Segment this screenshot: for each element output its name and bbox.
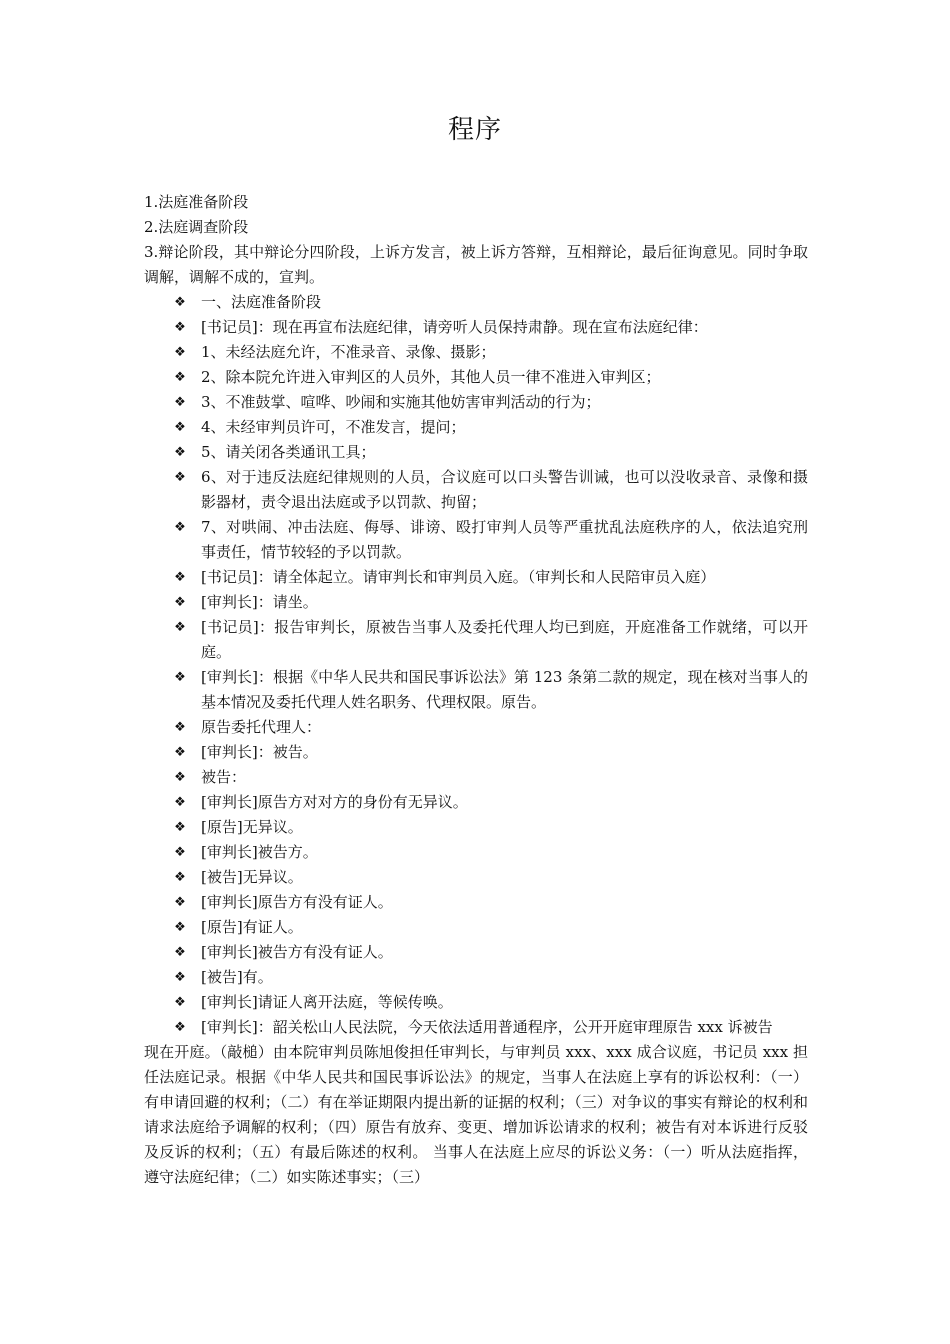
diamond-bullet-icon: ❖ — [174, 845, 186, 860]
diamond-bullet-icon: ❖ — [174, 770, 186, 785]
list-item-text: [审判长]请证人离开法庭，等候传唤。 — [201, 993, 453, 1011]
diamond-bullet-icon: ❖ — [174, 995, 186, 1010]
list-item — [144, 365, 808, 390]
diamond-bullet-icon: ❖ — [174, 395, 186, 410]
list-item-text: 5、请关闭各类通讯工具； — [201, 443, 376, 461]
list-item — [144, 415, 808, 440]
list-item — [144, 815, 808, 840]
list-item-text: [审判长]：根据《中华人民共和国民事诉讼法》第 123 条第二款的规定，现在核对当事人的基本情况及委托代理人姓名职务、代理权限。原告。 — [201, 668, 808, 711]
list-item-text: [审判长]：被告。 — [201, 743, 318, 761]
list-item-text: [书记员]：报告审判长，原被告当事人及委托代理人均已到庭，开庭准备工作就绪，可以开庭。 — [201, 618, 808, 661]
diamond-bullet-icon: ❖ — [174, 445, 186, 460]
diamond-bullet-icon: ❖ — [174, 895, 186, 910]
list-item-text: 一、法庭准备阶段 — [201, 293, 322, 311]
list-item — [144, 315, 808, 340]
intro-paragraph: 3.辩论阶段，其中辩论分四阶段，上诉方发言，被上诉方答辩，互相辩论，最后征询意见。同时争取调解，调解不成的，宣判。 — [144, 243, 808, 286]
diamond-bullet-icon: ❖ — [174, 570, 186, 585]
list-item — [144, 390, 808, 415]
list-item — [144, 590, 808, 615]
list-item — [144, 465, 808, 515]
list-item — [144, 790, 808, 815]
diamond-bullet-icon: ❖ — [174, 745, 186, 760]
list-item — [144, 665, 808, 715]
list-item-text: 3、不准鼓掌、喧哗、吵闹和实施其他妨害审判活动的行为； — [201, 393, 601, 411]
diamond-bullet-icon: ❖ — [174, 320, 186, 335]
list-item-text: 4、未经审判员许可，不准发言，提问； — [201, 418, 466, 436]
diamond-bullet-icon: ❖ — [174, 870, 186, 885]
list-item — [144, 615, 808, 665]
list-item-text: 7、对哄闹、冲击法庭、侮辱、诽谤、殴打审判人员等严重扰乱法庭秩序的人，依法追究刑事责任，情节较轻的予以罚款。 — [201, 518, 808, 561]
list-item — [144, 965, 808, 990]
list-item-text: [审判长]：请坐。 — [201, 593, 318, 611]
list-item — [144, 890, 808, 915]
list-item — [144, 440, 808, 465]
diamond-bullet-icon: ❖ — [174, 795, 186, 810]
diamond-bullet-icon: ❖ — [174, 820, 186, 835]
list-item-text: [被告]无异议。 — [201, 868, 303, 886]
procedure-list — [144, 290, 808, 1040]
diamond-bullet-icon: ❖ — [174, 1020, 186, 1035]
diamond-bullet-icon: ❖ — [174, 520, 186, 535]
list-item — [144, 565, 808, 590]
list-item — [144, 515, 808, 565]
diamond-bullet-icon: ❖ — [174, 345, 186, 360]
diamond-bullet-icon: ❖ — [174, 720, 186, 735]
list-item — [144, 915, 808, 940]
list-item-text: [审判长]被告方。 — [201, 843, 318, 861]
diamond-bullet-icon: ❖ — [174, 970, 186, 985]
list-item — [144, 990, 808, 1015]
list-item-text: [审判长]原告方有没有证人。 — [201, 893, 393, 911]
list-item — [144, 715, 808, 740]
intro-paragraph: 1.法庭准备阶段 — [144, 193, 249, 211]
list-item-text: [审判长]：韶关松山人民法院，今天依法适用普通程序，公开开庭审理原告 xxx 诉被告 — [201, 1018, 773, 1036]
document-body — [144, 190, 808, 1190]
list-item — [144, 940, 808, 965]
list-item — [144, 840, 808, 865]
list-item — [144, 340, 808, 365]
list-item-text: 1、未经法庭允许，不准录音、录像、摄影； — [201, 343, 496, 361]
diamond-bullet-icon: ❖ — [174, 920, 186, 935]
list-item-text: 6、对于违反法庭纪律规则的人员，合议庭可以口头警告训诫，也可以没收录音、录像和摄影器材，责令退出法庭或予以罚款、拘留； — [201, 468, 808, 511]
list-item-text: [原告]无异议。 — [201, 818, 303, 836]
list-item — [144, 865, 808, 890]
diamond-bullet-icon: ❖ — [174, 370, 186, 385]
diamond-bullet-icon: ❖ — [174, 620, 186, 635]
list-item-text: [原告]有证人。 — [201, 918, 303, 936]
list-item-text: 原告委托代理人： — [201, 718, 322, 736]
closing-paragraph: 现在开庭。（敲槌）由本院审判员陈旭俊担任审判长，与审判员 xxx、xxx 成合议庭，书记员 xxx 担任法庭记录。根据《中华人民共和国民事诉讼法》的规定，当事人在法庭上享有的诉讼权利：（一）有申请回避的权利；（二）有在举证期限内提出新的证据的权利；（三）对争议的事实有辩论的权利和请求法庭给予调解的权利；（四）原告有放弃、变更、增加诉讼请求的权利；被告有对本诉进行反驳及反诉的权利；（五）有最后陈述的权利。 当事人在法庭上应尽的诉讼义务：（一）听从法庭指挥，遵守法庭纪律；（二）如实陈述事实；（三） — [144, 1043, 808, 1186]
diamond-bullet-icon: ❖ — [174, 470, 186, 485]
list-item-text: [审判长]被告方有没有证人。 — [201, 943, 393, 961]
list-item-text: [被告]有。 — [201, 968, 273, 986]
list-item-text: 2、除本院允许进入审判区的人员外，其他人员一律不准进入审判区； — [201, 368, 661, 386]
document-title: 程序 — [447, 115, 502, 145]
list-item — [144, 740, 808, 765]
list-item — [144, 290, 808, 315]
intro-paragraph: 2.法庭调查阶段 — [144, 218, 249, 236]
diamond-bullet-icon: ❖ — [174, 670, 186, 685]
diamond-bullet-icon: ❖ — [174, 595, 186, 610]
diamond-bullet-icon: ❖ — [174, 295, 186, 310]
list-item-text: [书记员]：请全体起立。请审判长和审判员入庭。（审判长和人民陪审员入庭） — [201, 568, 716, 586]
diamond-bullet-icon: ❖ — [174, 945, 186, 960]
list-item — [144, 1015, 808, 1040]
list-item-text: 被告： — [201, 768, 247, 786]
diamond-bullet-icon: ❖ — [174, 420, 186, 435]
list-item — [144, 765, 808, 790]
list-item-text: [审判长]原告方对对方的身份有无异议。 — [201, 793, 468, 811]
list-item-text: [书记员]：现在再宣布法庭纪律，请旁听人员保持肃静。现在宣布法庭纪律： — [201, 318, 708, 336]
